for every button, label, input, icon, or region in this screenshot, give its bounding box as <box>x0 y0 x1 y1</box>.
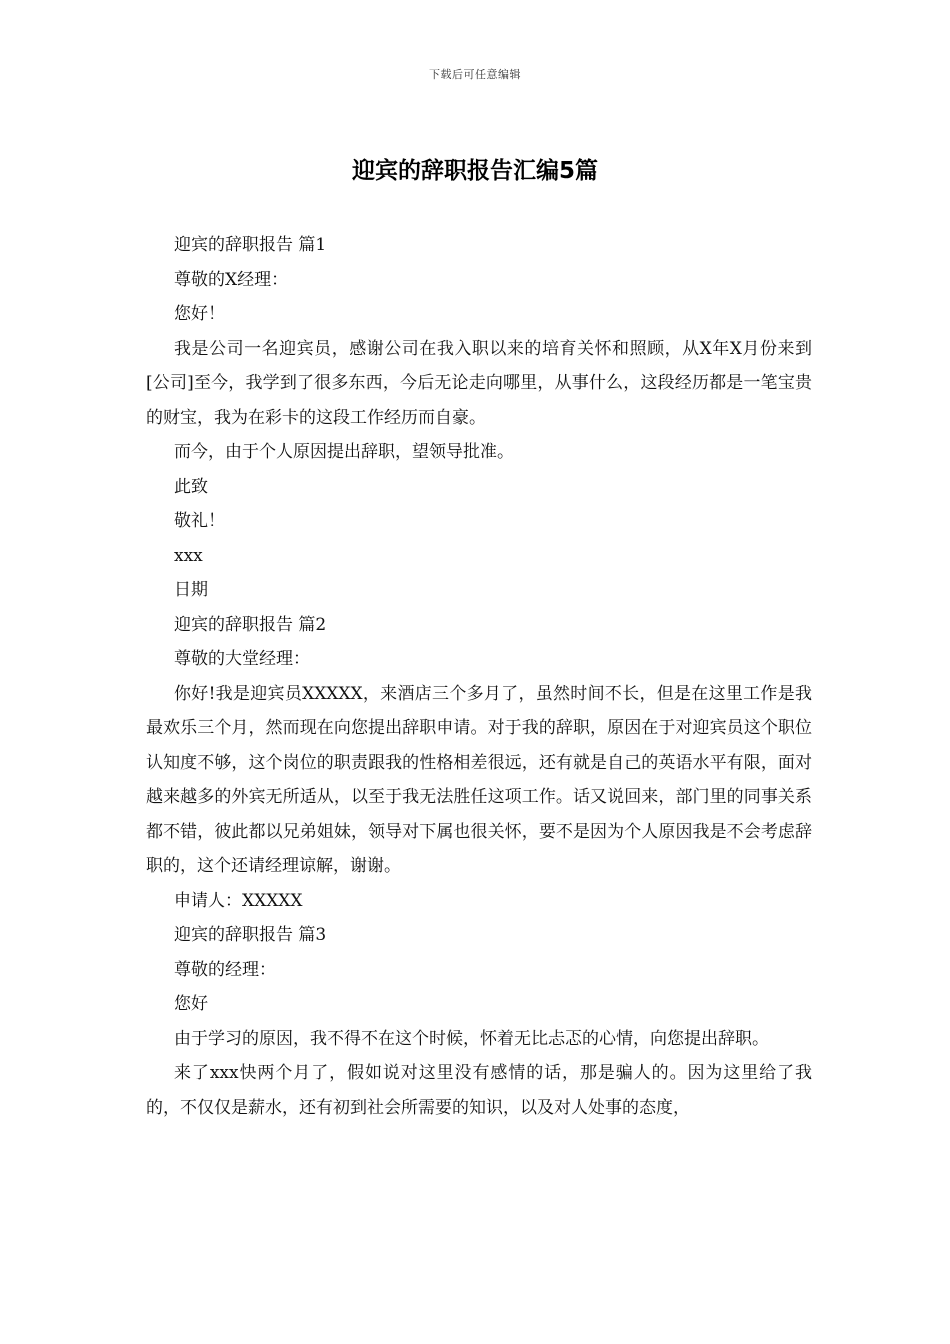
section-1-greeting: 您好！ <box>174 304 225 324</box>
section-1-paragraph-1: 我是公司一名迎宾员，感谢公司在我入职以来的培育关怀和照顾，从X年X月份来到[公司]至今，我学到了很多东西，今后无论走向哪里，从事什么，这段经历都是一笔宝贵的财宝，我为在彩卡的这段工作经历而自豪。 <box>146 338 812 428</box>
section-1-paragraph-2: 而今，由于个人原因提出辞职，望领导批准。 <box>174 442 514 462</box>
section-3-paragraph-1: 由于学习的原因，我不得不在这个时候，怀着无比忐忑的心情，向您提出辞职。 <box>174 1028 769 1049</box>
section-1-salutation: 尊敬的X经理： <box>174 269 289 290</box>
header-note: 下载后可任意编辑 <box>429 68 521 81</box>
section-2-applicant: 申请人：XXXXX <box>174 890 303 911</box>
section-3-heading: 迎宾的辞职报告 篇3 <box>174 925 327 945</box>
document-body <box>146 228 812 1125</box>
section-1-heading: 迎宾的辞职报告 篇1 <box>174 235 327 255</box>
section-3-paragraph-2: 来了xxx快两个月了，假如说对这里没有感情的话，那是骗人的。因为这里给了我的，不仅仅是薪水，还有初到社会所需要的知识，以及对人处事的态度， <box>146 1063 812 1118</box>
section-3-salutation: 尊敬的经理： <box>174 959 276 980</box>
section-3-greeting: 您好 <box>174 994 208 1014</box>
section-2-salutation: 尊敬的大堂经理： <box>174 649 310 669</box>
section-1-date: 日期 <box>174 580 208 600</box>
section-2-heading: 迎宾的辞职报告 篇2 <box>174 614 327 635</box>
document-title: 迎宾的辞职报告汇编5篇 <box>351 158 598 184</box>
section-1-closing-1: 此致 <box>174 476 208 497</box>
section-1-signature: xxx <box>174 545 203 566</box>
section-1-closing-2: 敬礼！ <box>174 511 225 531</box>
section-2-paragraph-1: 你好!我是迎宾员XXXXX，来酒店三个多月了，虽然时间不长，但是在这里工作是我最欢乐三个月，然而现在向您提出辞职申请。对于我的辞职，原因在于对迎宾员这个职位认知度不够，这个岗位的职责跟我的性格相差很远，还有就是自己的英语水平有限，面对越来越多的外宾无所适从，以至于我无法胜任这项工作。话又说回来，部门里的同事关系都不错，彼此都以兄弟姐妹，领导对下属也很关怀，要不是因为个人原因我是不会考虑辞职的，这个还请经理谅解，谢谢。 <box>146 683 812 876</box>
